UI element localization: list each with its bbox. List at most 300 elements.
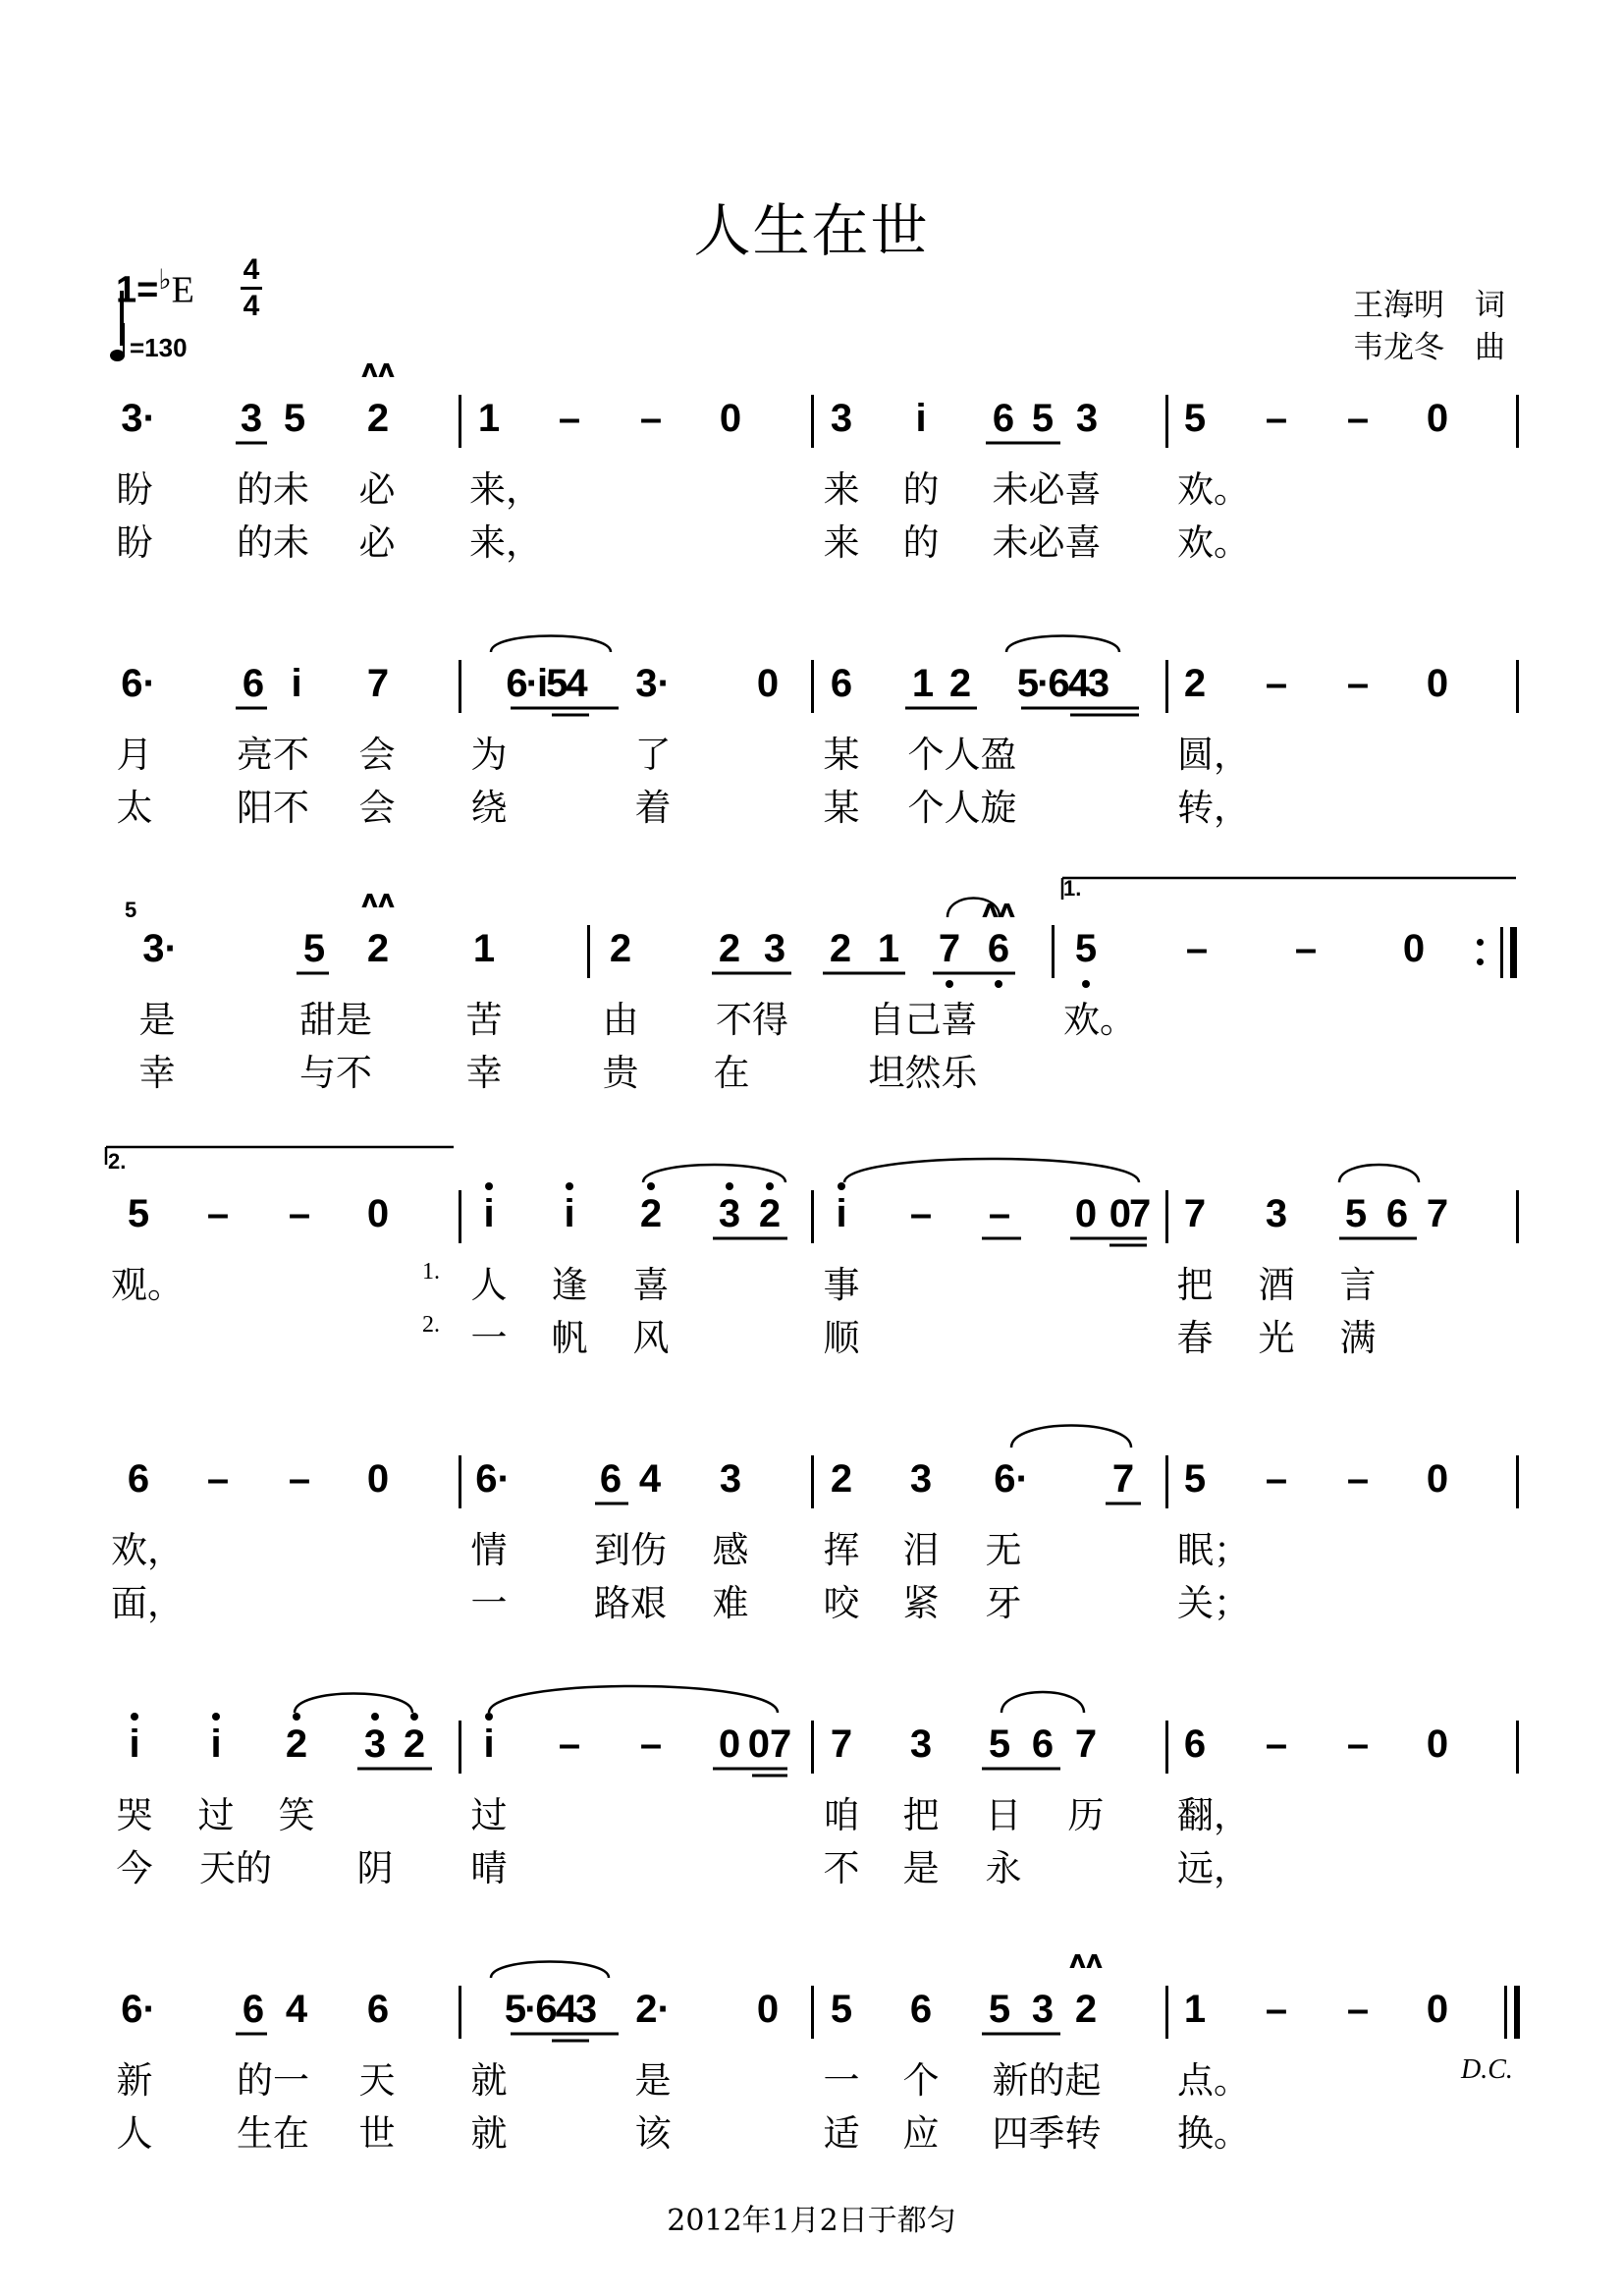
- barline: [1165, 395, 1168, 448]
- lyric: 咬: [823, 1582, 860, 1624]
- barline: [1165, 1721, 1168, 1774]
- lyric: 必: [358, 468, 396, 511]
- lyric: 关；: [1177, 1582, 1250, 1624]
- lyricist-credit: 王海明 词: [1353, 288, 1505, 323]
- note: 5: [1031, 397, 1055, 440]
- repeat-end-barline: [1477, 927, 1526, 978]
- lyric: 眠；: [1177, 1529, 1250, 1571]
- note: –: [639, 1722, 663, 1766]
- barline: [459, 1455, 461, 1508]
- song-title: 人生在世: [693, 197, 930, 264]
- barline: [1516, 660, 1519, 713]
- lyric: 该: [634, 2112, 672, 2155]
- system-6: [0, 1715, 1623, 1980]
- note-row: [0, 654, 1623, 723]
- time-numerator: 4: [243, 253, 260, 286]
- tempo-marking: [110, 324, 188, 363]
- note-row: [0, 919, 1623, 988]
- lyrics-verse-1: [0, 1528, 1623, 1573]
- note: –: [1265, 662, 1288, 705]
- lyric: 天的: [199, 1847, 272, 1889]
- lyric: 欢。: [1177, 468, 1250, 511]
- lyric: 来: [823, 468, 860, 511]
- note: 5: [127, 1192, 150, 1235]
- note: 0: [366, 1457, 390, 1501]
- note: 3: [830, 397, 853, 440]
- note: 5·643: [1016, 662, 1109, 705]
- note: 2: [639, 1192, 663, 1235]
- note: 5: [1074, 927, 1098, 970]
- note: –: [288, 1192, 311, 1235]
- barline: [459, 395, 461, 448]
- lyric: 绕: [470, 787, 508, 829]
- lyrics-verse-1: [0, 1259, 1623, 1308]
- lyric: 新: [116, 2059, 153, 2102]
- note: –: [909, 1192, 933, 1235]
- barline: [1516, 1455, 1519, 1508]
- verse-number: 1.: [422, 1259, 440, 1285]
- note: i: [915, 397, 927, 440]
- lyric: 会: [358, 787, 396, 829]
- note: 0: [1426, 397, 1449, 440]
- note: i: [210, 1722, 222, 1766]
- lyric: 天: [358, 2059, 396, 2102]
- barline: [1165, 1986, 1168, 2039]
- note: 0: [718, 1722, 741, 1766]
- time-denominator: 4: [243, 290, 260, 322]
- lyric: 观。: [111, 1264, 184, 1306]
- barline: [587, 925, 590, 978]
- lyrics-verse-1: [0, 467, 1623, 513]
- note: 6: [242, 662, 265, 705]
- note: 6: [127, 1457, 150, 1501]
- lyric: 酒: [1258, 1264, 1295, 1306]
- note: 2: [830, 1457, 853, 1501]
- note: 2: [948, 662, 972, 705]
- lyric: 过: [470, 1794, 508, 1836]
- lyric: 个人盈: [907, 734, 1017, 776]
- lyric: 亮不: [237, 734, 309, 776]
- lyrics-verse-1: [0, 1793, 1623, 1838]
- lyric: 泪: [902, 1529, 940, 1571]
- note: 7: [1183, 1192, 1207, 1235]
- lyric: 言: [1339, 1264, 1377, 1306]
- lyric: 不: [823, 1847, 860, 1889]
- lyric: 咱: [823, 1794, 860, 1836]
- note: 07: [1109, 1192, 1150, 1235]
- note: 6: [1183, 1722, 1207, 1766]
- note: 1: [911, 662, 935, 705]
- system-1: [0, 389, 1623, 654]
- note: 0: [1426, 1988, 1449, 2031]
- note: 6·: [994, 1457, 1029, 1501]
- note: 6·: [121, 1988, 156, 2031]
- note: –: [1346, 1988, 1370, 2031]
- note: 5·643: [504, 1988, 596, 2031]
- lyrics-verse-1: [0, 998, 1623, 1043]
- note: 6: [992, 397, 1015, 440]
- note: 6: [987, 927, 1010, 970]
- lyric: 顺: [823, 1317, 860, 1359]
- note: 3: [1075, 397, 1099, 440]
- note: –: [1265, 1988, 1288, 2031]
- note: –: [1265, 1722, 1288, 1766]
- lyric: 自己喜: [868, 999, 978, 1041]
- lyric: 一: [823, 2059, 860, 2102]
- lyric: 路艰: [594, 1582, 667, 1624]
- lyric: 圆，: [1177, 734, 1250, 776]
- lyric: 必: [358, 521, 396, 564]
- lyric: 满: [1339, 1317, 1377, 1359]
- note: 1: [877, 927, 900, 970]
- lyric: 的未: [237, 521, 309, 564]
- note: 5: [1344, 1192, 1368, 1235]
- note: –: [988, 1192, 1011, 1235]
- note: 0: [756, 662, 780, 705]
- note: i: [291, 662, 302, 705]
- lyric: 晴: [470, 1847, 508, 1889]
- lyric: 太: [116, 787, 153, 829]
- note: –: [639, 397, 663, 440]
- lyrics-verse-2: [0, 1581, 1623, 1626]
- note: 7: [830, 1722, 853, 1766]
- lyric: 历: [1067, 1794, 1105, 1836]
- lyric: 无: [985, 1529, 1022, 1571]
- note: 3: [363, 1722, 387, 1766]
- note: 2: [609, 927, 632, 970]
- note: 2: [1074, 1988, 1098, 2031]
- note: 3: [240, 397, 263, 440]
- system-5: [0, 1449, 1623, 1715]
- grace-note: 5: [125, 898, 137, 922]
- quarter-note-icon: [110, 324, 130, 363]
- lyric: 把: [1176, 1264, 1214, 1306]
- note: 7: [366, 662, 390, 705]
- lyric: 为: [470, 734, 508, 776]
- lyric: 风: [632, 1317, 670, 1359]
- note: 0: [719, 397, 742, 440]
- lyric: 是: [634, 2059, 672, 2102]
- lyric: 春: [1176, 1317, 1214, 1359]
- lyric: 个人旋: [907, 787, 1017, 829]
- key-signature: [116, 263, 194, 312]
- note: 2·: [635, 1988, 671, 2031]
- lyric: 会: [358, 734, 396, 776]
- lyrics-verse-2: [0, 1846, 1623, 1891]
- note: 5: [283, 397, 306, 440]
- lyric: 在: [713, 1052, 750, 1094]
- barline: [459, 1986, 461, 2039]
- barline: [1516, 1190, 1519, 1243]
- lyric: 世: [358, 2112, 396, 2155]
- barline: [811, 1986, 814, 2039]
- note: –: [1265, 397, 1288, 440]
- lyric: 的未: [237, 468, 309, 511]
- system-4: [0, 1149, 1623, 1449]
- note: –: [558, 397, 581, 440]
- lyric: 人: [470, 1264, 508, 1306]
- lyric: 盼: [116, 521, 153, 564]
- note: –: [206, 1192, 230, 1235]
- lyrics-verse-2: [0, 2111, 1623, 2157]
- barline: [811, 395, 814, 448]
- note: 1: [472, 927, 496, 970]
- lyric: 事: [823, 1264, 860, 1306]
- note: 6: [599, 1457, 622, 1501]
- note: 3: [763, 927, 786, 970]
- lyric: 来，: [469, 468, 542, 511]
- note: 2: [829, 927, 852, 970]
- lyric: 光: [1258, 1317, 1295, 1359]
- lyric: 欢。: [1177, 521, 1250, 564]
- lyrics-verse-2: [0, 786, 1623, 831]
- lyric: 阴: [356, 1847, 394, 1889]
- ending-1-label: 1.: [1063, 876, 1082, 901]
- barline: [459, 660, 461, 713]
- lyric: 难: [712, 1582, 749, 1624]
- lyrics-verse-2: [0, 1312, 1623, 1361]
- lyric: 适: [823, 2112, 860, 2155]
- note: 6·: [475, 1457, 511, 1501]
- barline: [811, 1190, 814, 1243]
- note: 2: [718, 927, 741, 970]
- final-barline: [1504, 1986, 1524, 2039]
- note: i: [836, 1192, 847, 1235]
- note: 1: [477, 397, 501, 440]
- note: 7: [938, 927, 961, 970]
- lyric: 应: [902, 2112, 940, 2155]
- footer-date: 2012年1月2日于都匀: [667, 2204, 956, 2238]
- barline: [1165, 1190, 1168, 1243]
- lyric: 来，: [469, 521, 542, 564]
- note: 3: [1265, 1192, 1288, 1235]
- mordent-icon: ʌʌ: [361, 355, 395, 384]
- note: 2: [366, 397, 390, 440]
- lyric: 人: [116, 2112, 153, 2155]
- barline: [1165, 1455, 1168, 1508]
- note: 5: [988, 1988, 1011, 2031]
- note: –: [1185, 927, 1209, 970]
- note: 3: [719, 1457, 742, 1501]
- lyric: 哭: [116, 1794, 153, 1836]
- note: 7: [1074, 1722, 1098, 1766]
- note: 0: [756, 1988, 780, 2031]
- lyric: 永: [985, 1847, 1022, 1889]
- lyric: 未必喜: [992, 521, 1102, 564]
- lyric: 挥: [823, 1529, 860, 1571]
- lyric: 翻，: [1177, 1794, 1250, 1836]
- note: –: [558, 1722, 581, 1766]
- note: 3: [909, 1722, 933, 1766]
- lyric: 换。: [1177, 2112, 1250, 2155]
- lyric: 就: [470, 2112, 508, 2155]
- note: –: [1346, 1457, 1370, 1501]
- note: 1: [1183, 1988, 1207, 2031]
- note: 2: [403, 1722, 426, 1766]
- note-row: [0, 1715, 1623, 1783]
- lyric: 新的起: [992, 2059, 1102, 2102]
- note: 6·i54: [506, 662, 586, 705]
- note: 5: [830, 1988, 853, 2031]
- composer-credit: 韦龙冬 曲: [1353, 330, 1505, 365]
- lyrics-verse-2: [0, 520, 1623, 566]
- lyric: 点。: [1177, 2059, 1250, 2102]
- lyrics-verse-1: [0, 733, 1623, 778]
- lyric: 感: [712, 1529, 749, 1571]
- mordent-icon: ʌʌ: [982, 895, 1015, 924]
- lyrics-verse-1: [0, 2058, 1623, 2104]
- lyric: 盼: [116, 468, 153, 511]
- note: 0: [1426, 662, 1449, 705]
- lyric: 转，: [1177, 787, 1250, 829]
- barline: [459, 1190, 461, 1243]
- lyric: 逢: [551, 1264, 588, 1306]
- note: 3: [718, 1192, 741, 1235]
- note: 6: [909, 1988, 933, 2031]
- note: –: [1294, 927, 1318, 970]
- lyric: 牙: [985, 1582, 1022, 1624]
- note: 6: [830, 662, 853, 705]
- system-2: [0, 654, 1623, 919]
- barline: [1052, 925, 1055, 978]
- barline: [811, 660, 814, 713]
- lyric: 把: [902, 1794, 940, 1836]
- key-note: E: [171, 269, 194, 311]
- note: i: [129, 1722, 140, 1766]
- note: 3·: [121, 397, 156, 440]
- lyric: 来: [823, 521, 860, 564]
- note: 0: [1426, 1722, 1449, 1766]
- key-flat: ♭: [158, 264, 172, 295]
- mordent-icon: ʌʌ: [361, 885, 395, 914]
- note: i: [564, 1192, 575, 1235]
- note: 6: [366, 1988, 390, 2031]
- note: –: [1265, 1457, 1288, 1501]
- tempo-value: =130: [130, 333, 188, 362]
- key-equals: =: [136, 269, 159, 311]
- lyric: 阳不: [237, 787, 309, 829]
- lyric: 幸: [465, 1052, 503, 1094]
- note: 6: [1385, 1192, 1409, 1235]
- note: 07: [747, 1722, 792, 1766]
- note: –: [206, 1457, 230, 1501]
- note: 5: [988, 1722, 1011, 1766]
- lyric: 贵: [602, 1052, 639, 1094]
- lyric: 某: [823, 787, 860, 829]
- ending-2-label: 2.: [108, 1149, 127, 1174]
- note-row: [0, 1980, 1623, 2049]
- note: 7: [1111, 1457, 1135, 1501]
- lyric: 坦然乐: [868, 1052, 978, 1094]
- lyric: 喜: [632, 1264, 670, 1306]
- note-row: [0, 1184, 1623, 1253]
- note: i: [483, 1192, 495, 1235]
- verse-number: 2.: [422, 1312, 440, 1338]
- lyric: 甜是: [299, 999, 372, 1041]
- lyric: 与不: [299, 1052, 372, 1094]
- barline: [1516, 1721, 1519, 1774]
- lyric: 情: [470, 1529, 508, 1571]
- lyric: 的一: [237, 2059, 309, 2102]
- lyric: 生在: [237, 2112, 309, 2155]
- lyric: 笑: [278, 1794, 315, 1836]
- lyric: 不得: [716, 999, 788, 1041]
- note: 0: [1074, 1192, 1098, 1235]
- lyric: 幸: [138, 1052, 176, 1094]
- note: 4: [285, 1988, 308, 2031]
- key-tonic: 1: [116, 269, 137, 311]
- lyric: 就: [470, 2059, 508, 2102]
- lyric: 苦: [465, 999, 503, 1041]
- note: –: [1346, 662, 1370, 705]
- note: 2: [285, 1722, 308, 1766]
- barline: [811, 1721, 814, 1774]
- note: 6: [242, 1988, 265, 2031]
- lyric: 帆: [551, 1317, 588, 1359]
- note: 7: [1426, 1192, 1449, 1235]
- mordent-icon: ʌʌ: [1069, 1945, 1103, 1975]
- note: 5: [1183, 1457, 1207, 1501]
- note: 0: [1426, 1457, 1449, 1501]
- lyric: 着: [634, 787, 672, 829]
- time-signature: [241, 253, 262, 323]
- lyric: 个: [902, 2059, 940, 2102]
- lyric: 是: [138, 999, 176, 1041]
- lyric: 一: [470, 1582, 508, 1624]
- lyric: 由: [602, 999, 639, 1041]
- note: 5: [1183, 397, 1207, 440]
- lyric: 的: [902, 468, 940, 511]
- lyric: 是: [902, 1847, 940, 1889]
- barline: [459, 1721, 461, 1774]
- lyric: 了: [634, 734, 672, 776]
- barline: [1516, 395, 1519, 448]
- lyric: 欢，: [111, 1529, 184, 1571]
- note: 2: [366, 927, 390, 970]
- note: 5: [302, 927, 326, 970]
- lyric: 远，: [1177, 1847, 1250, 1889]
- note: 2: [758, 1192, 782, 1235]
- barline: [1165, 660, 1168, 713]
- lyric: 到伤: [594, 1529, 667, 1571]
- note: 4: [638, 1457, 662, 1501]
- note: 2: [1183, 662, 1207, 705]
- lyrics-verse-2: [0, 1051, 1623, 1096]
- note: –: [1346, 397, 1370, 440]
- note-row: [0, 389, 1623, 458]
- note: 6: [1031, 1722, 1055, 1766]
- lyric: 欢。: [1063, 999, 1136, 1041]
- note-row: [0, 1449, 1623, 1518]
- dc-mark: D.C.: [1461, 2054, 1513, 2085]
- note: 3·: [142, 927, 178, 970]
- barline: [811, 1455, 814, 1508]
- note: i: [483, 1722, 495, 1766]
- note: –: [288, 1457, 311, 1501]
- lyric: 月: [116, 734, 153, 776]
- lyric: 过: [197, 1794, 235, 1836]
- lyric: 的: [902, 521, 940, 564]
- note: 0: [366, 1192, 390, 1235]
- note: 3·: [635, 662, 671, 705]
- lyric: 未必喜: [992, 468, 1102, 511]
- note: 3: [1031, 1988, 1055, 2031]
- lyric: 日: [985, 1794, 1022, 1836]
- note: 3: [909, 1457, 933, 1501]
- lyric: 面，: [111, 1582, 184, 1624]
- lyric: 紧: [902, 1582, 940, 1624]
- note: –: [1346, 1722, 1370, 1766]
